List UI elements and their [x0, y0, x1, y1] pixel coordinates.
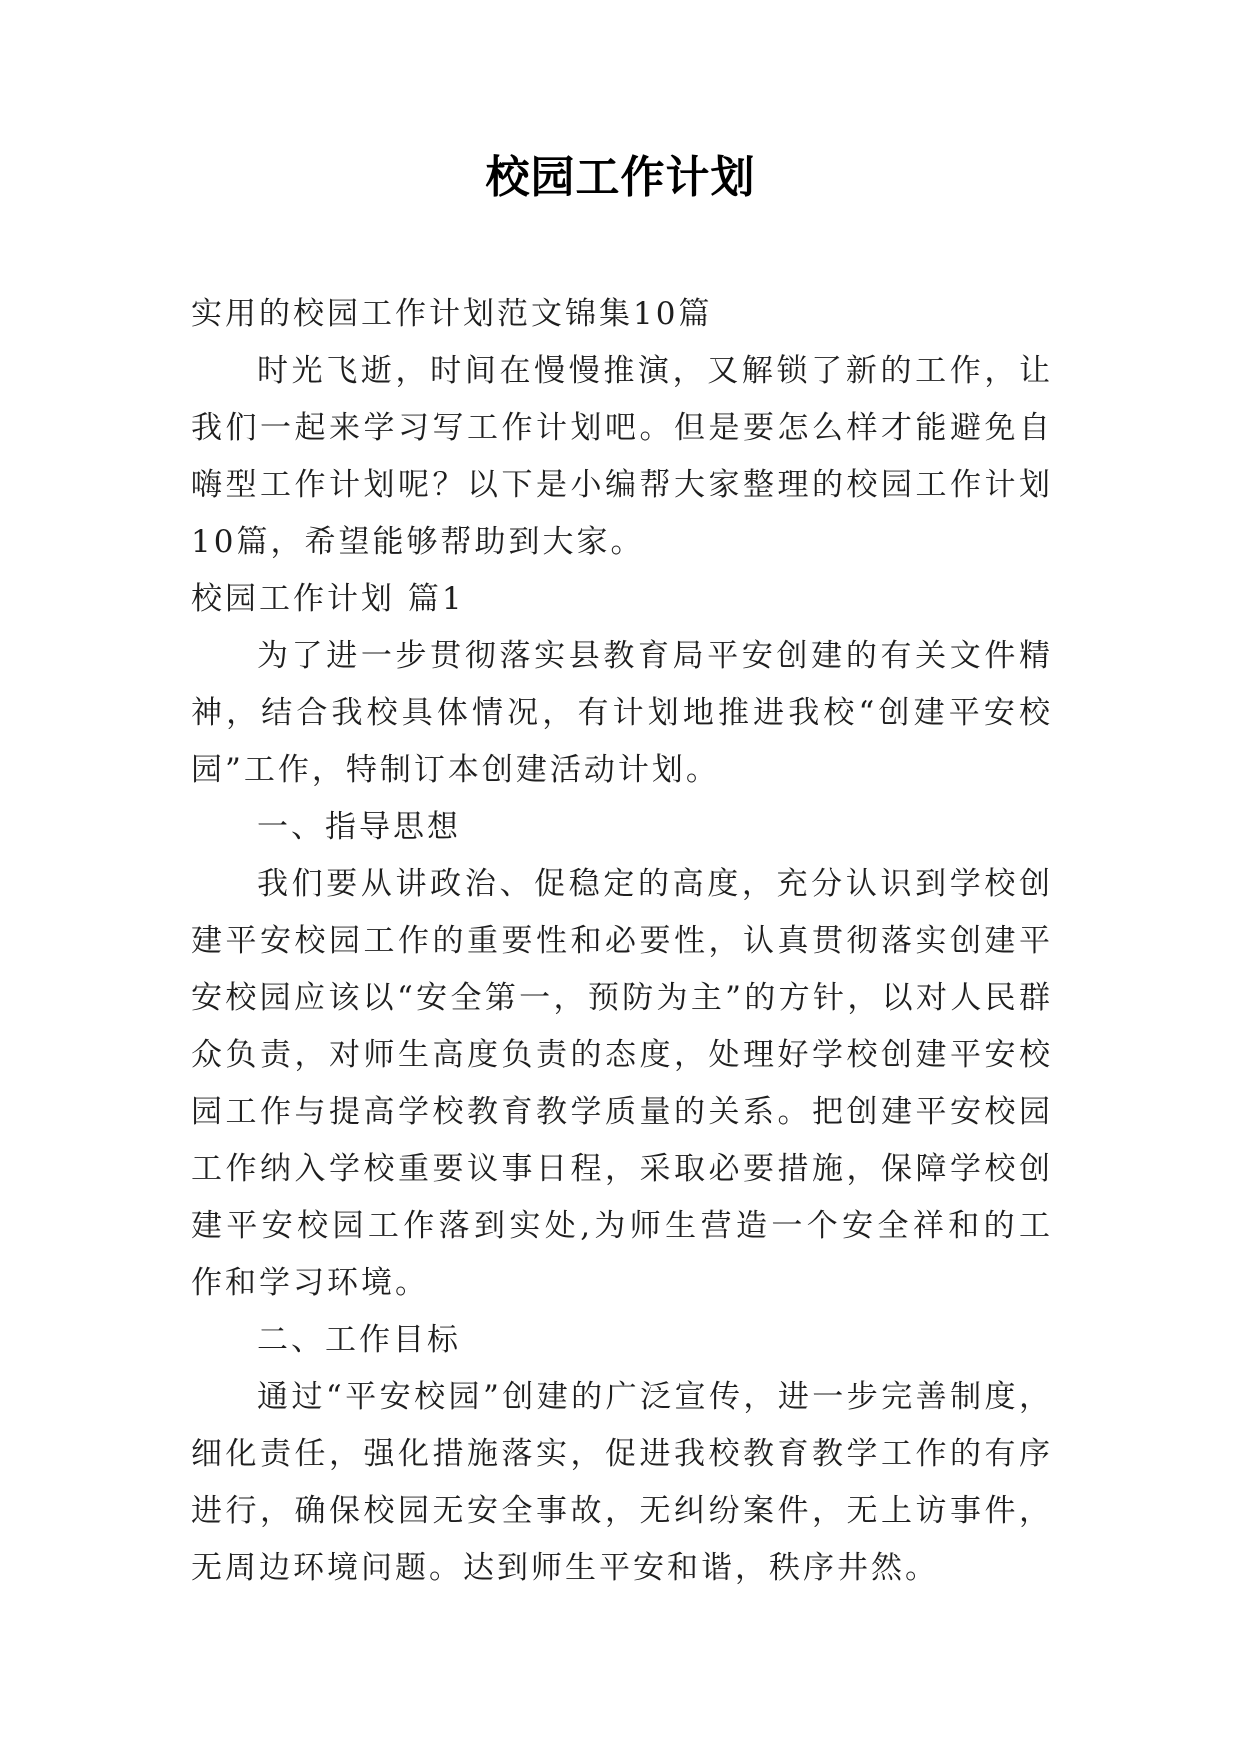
subheading-work-goals: 二、工作目标 [257, 1322, 461, 1358]
section-heading-part-1: 校园工作计划 篇1 [191, 581, 465, 617]
body-paragraph: 我们要从讲政治、促稳定的高度，充分认识到学校创建平安校园工作的重要性和必要性，认真贯彻落实创建平安校园应该以“安全第一，预防为主”的方针，以对人民群众负责，对师生高度负责的态度，处理好学校创建平安校园工作与提高学校教育教学质量的关系。把创建平安校园工作纳入学校重要议事日程，采取必要措施，保障学校创建平安校园工作落到实处,为师生营造一个安全祥和的工作和学习环境。 [191, 866, 1053, 1301]
body-paragraph: 为了进一步贯彻落实县教育局平安创建的有关文件精神，结合我校具体情况，有计划地推进我校“创建平安校园”工作，特制订本创建活动计划。 [191, 638, 1053, 788]
intro-paragraph: 时光飞逝，时间在慢慢推演，又解锁了新的工作，让我们一起来学习写工作计划吧。但是要怎么样才能避免自嗨型工作计划呢？以下是小编帮大家整理的校园工作计划10篇，希望能够帮助到大家。 [191, 353, 1053, 560]
subtitle-paragraph: 实用的校园工作计划范文锦集10篇 [191, 296, 713, 332]
body-paragraph: 通过“平安校园”创建的广泛宣传，进一步完善制度，细化责任，强化措施落实，促进我校教育教学工作的有序进行，确保校园无安全事故，无纠纷案件，无上访事件，无周边环境问题。达到师生平安和谐，秩序井然。 [191, 1379, 1053, 1586]
subheading-guiding-ideology: 一、指导思想 [257, 809, 461, 845]
document-title: 校园工作计划 [485, 152, 756, 203]
document-body [191, 286, 1053, 1597]
